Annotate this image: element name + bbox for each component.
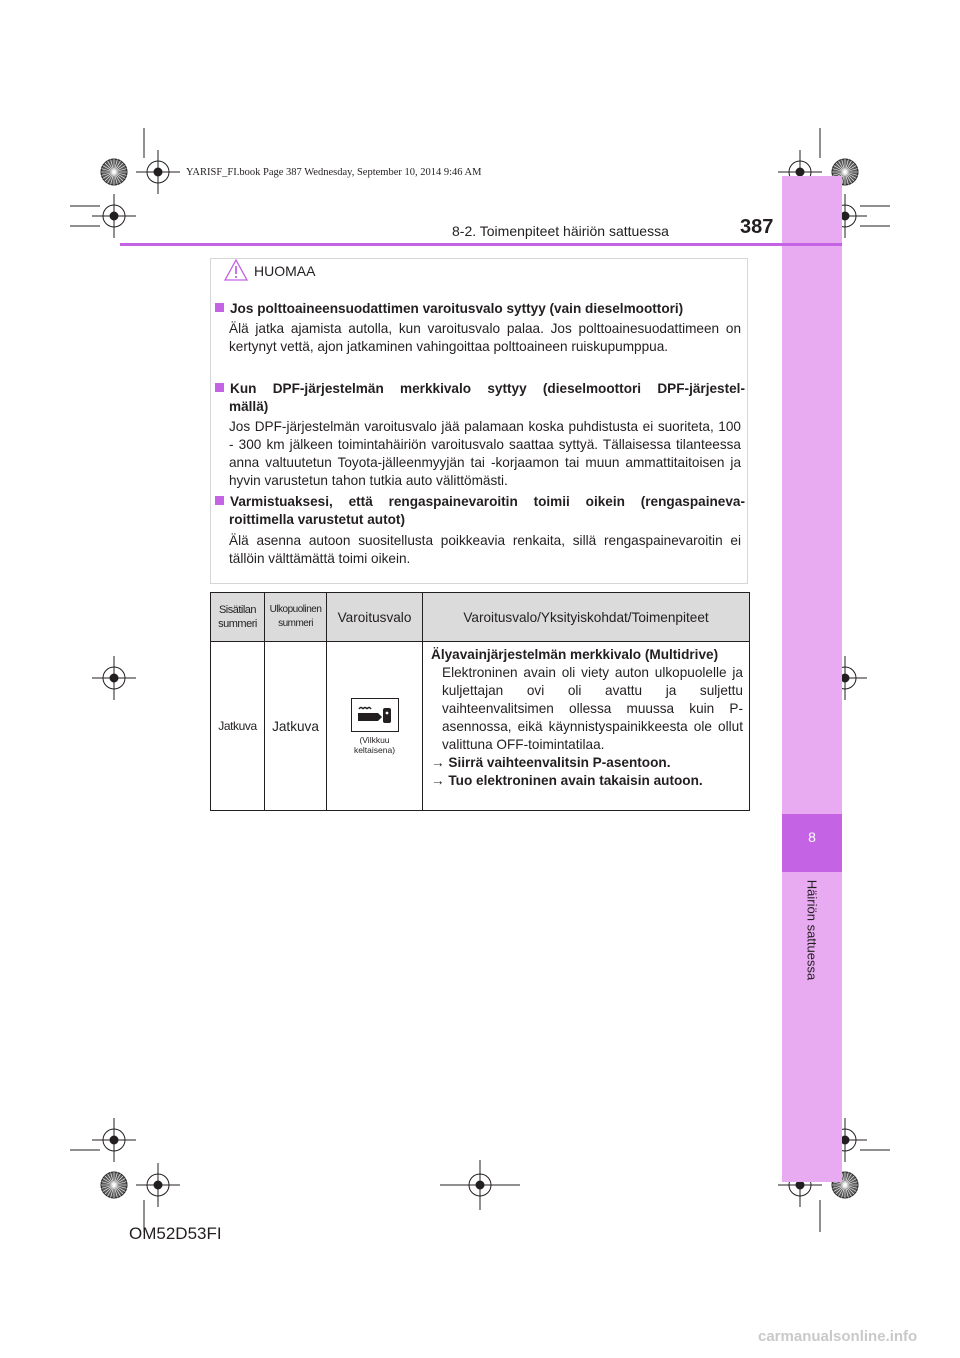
caution-body-tpws: Älä asenna autoon suositellusta poikkeavia renkaita, sillä rengaspainevaroitin ei tällöin välttämättä toimi oikein.	[229, 533, 741, 566]
key-lamp-glyph	[356, 705, 394, 725]
header-details: Varoitusvalo/Yksityiskohdat/Toimenpiteet	[423, 593, 750, 642]
arrow-right-icon: →	[431, 773, 445, 788]
detail-action-1: → Siirrä vaihteenvalitsin P-asentoon.	[431, 755, 671, 770]
cell-details	[423, 642, 750, 811]
caution-body-fuel-filter: Älä jatka ajamista autolla, kun varoitusvalo palaa. Jos polttoainesuodattimeen on kertynyt vettä, ajon jatkaminen vahingoittaa polttoaineen ruiskupumppua.	[229, 321, 741, 354]
warning-triangle-icon	[224, 259, 248, 281]
bullet-square-icon	[215, 383, 224, 392]
chapter-title-vertical: Häiriön sattuessa	[804, 879, 820, 981]
bullet-square-icon	[215, 496, 224, 505]
detail-title: Älyavainjärjestelmän merkkivalo (Multidrive)	[431, 647, 719, 662]
chapter-number: 8	[808, 829, 816, 845]
header-rule	[120, 243, 842, 246]
warning-light-table	[210, 592, 750, 811]
smart-key-warning-icon	[351, 698, 399, 732]
caution-heading-dpf: Kun DPF-järjestelmän merkkivalo syttyy (dieselmoottori DPF-järjestel- mällä)	[215, 380, 745, 416]
table-header-row	[211, 593, 750, 642]
caution-heading-tpws: Varmistuaksesi, että rengaspainevaroitin toimii oikein (rengaspaineva- roittimella varustetut autot)	[215, 493, 745, 529]
book-stamp: YARISF_FI.book Page 387 Wednesday, September 10, 2014 9:46 AM	[186, 167, 482, 178]
caution-body-dpf: Jos DPF-järjestelmän varoitusvalo jää palamaan koska puhdistusta ei suoriteta, 100 - 300 km jälkeen toimintahäiriön varoitusvalo saattaa syttyä. Tällaisessa tilanteessa anna valtuutetun Toyota-jälleenmyyjän tai -korjaamon tai muun ammattitaitoisen ja hyvin varustetun tahon tutkia auto välittömästi.	[229, 419, 741, 488]
cell-warning-light	[327, 642, 423, 811]
cell-external-buzzer: Jatkuva	[265, 642, 327, 811]
caution-heading-fuel-filter: Jos polttoaineensuodattimen varoitusvalo syttyy (vain dieselmoottori)	[215, 300, 745, 318]
arrow-right-icon: →	[431, 755, 445, 770]
cell-internal-buzzer: Jatkuva	[211, 642, 265, 811]
chapter-side-strip	[782, 176, 842, 1182]
light-caption: (Vilkkuu keltaisena)	[353, 734, 396, 755]
bullet-square-icon	[215, 303, 224, 312]
header-internal-buzzer: Sisätilan summeri	[211, 593, 265, 642]
table-row	[211, 642, 750, 811]
header-external-buzzer: Ulkopuolinen summeri	[265, 593, 327, 642]
header-warning-light: Varoitusvalo	[327, 593, 423, 642]
document-code: OM52D53FI	[129, 1224, 222, 1243]
caution-title: HUOMAA	[254, 263, 316, 279]
detail-action-2: → Tuo elektroninen avain takaisin autoon.	[431, 773, 703, 788]
site-watermark: carmanualsonline.info	[758, 1328, 918, 1345]
page-number: 387	[740, 216, 774, 238]
detail-description: Elektroninen avain oli viety auton ulkopuolelle ja kuljettajan ovi oli avattu ja suljettu vaihteenvalitsimen ollessa muussa kuin P-asennossa, eikä käynnistyspainikkeesta ole ollut valittuna OFF-toimintatilaa.	[442, 665, 743, 752]
section-title: 8-2. Toimenpiteet häiriön sattuessa	[452, 223, 669, 239]
